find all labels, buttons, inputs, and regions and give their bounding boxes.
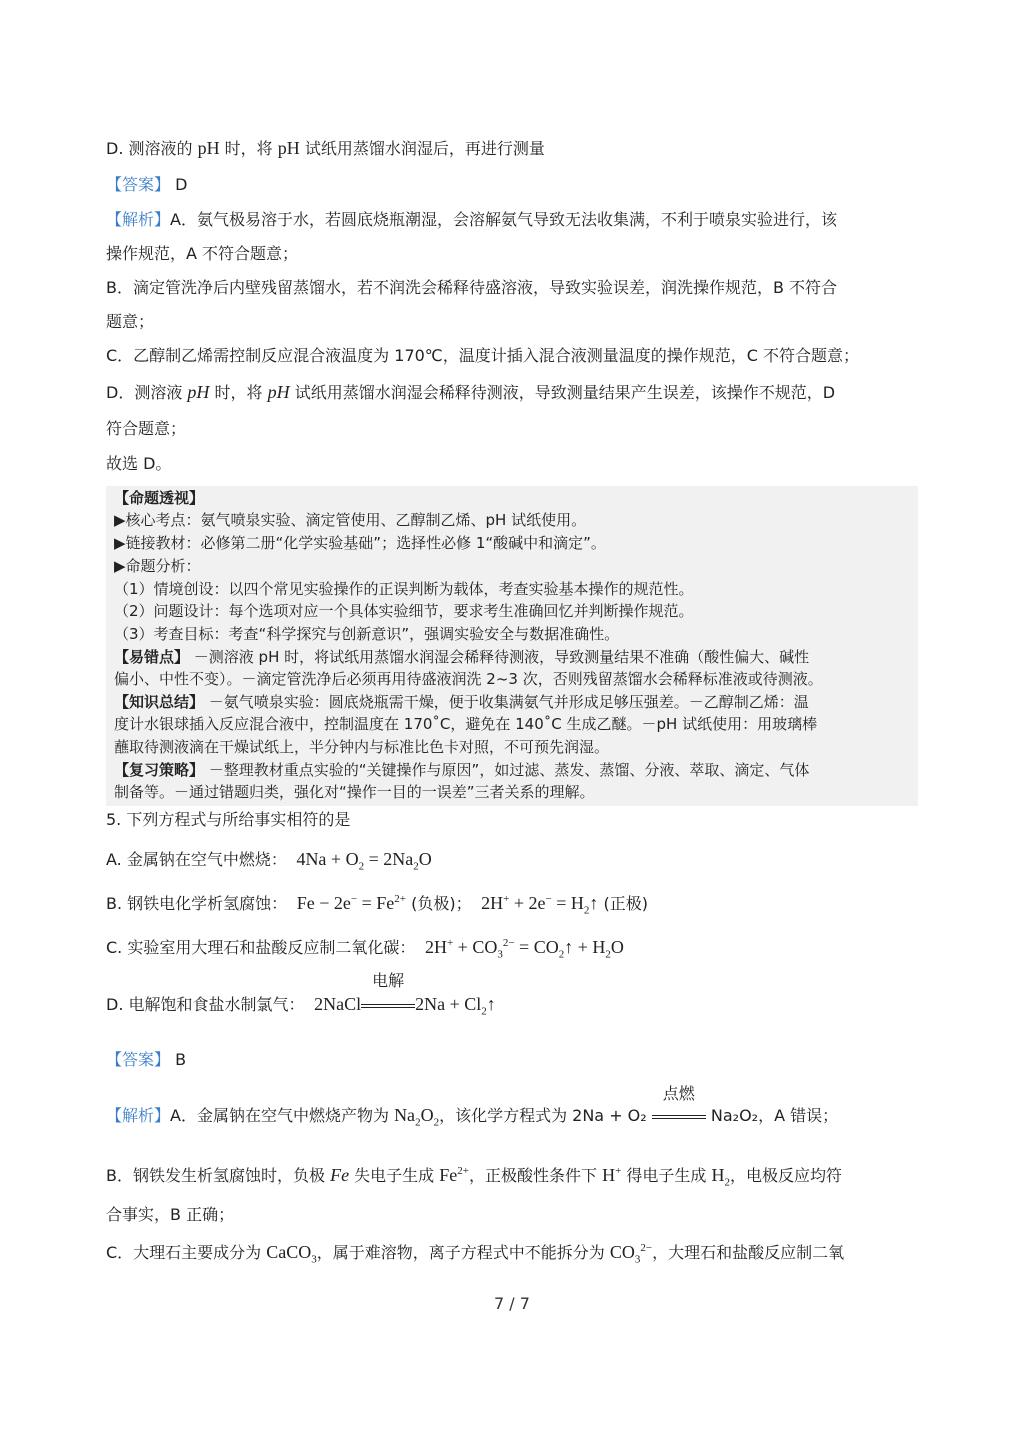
formula-h2: $H_2$ [711,1165,731,1189]
cathode-label: (正极) [603,894,648,913]
option-d-text: D. 测溶液的 [106,139,193,158]
analysis-c-text: C．大理石主要成分为 [106,1243,262,1262]
insight-line: （3）考查目标：考查“科学探究与创新意识”，强调实验安全与数据准确性。 [114,625,620,643]
ph-symbol: pH [267,382,290,402]
option-a [106,848,432,871]
analysis-tag: 【解析】 [106,210,171,229]
page-number: 7 / 7 [494,1294,530,1313]
knowledge-tag: 【知识总结】 [114,693,205,711]
analysis-b-line2: 题意； [106,312,155,331]
formula-caco3: CaCO$_3$ [266,1242,317,1266]
review-line2: 制备等。－通过错题归类，强化对“操作一目的一误差”三者关系的理解。 [114,783,595,801]
conclusion: 故选 D。 [106,454,172,473]
equation-d: 2NaCl 电解 $2Na + Cl_2↑$ [309,973,496,1018]
q5-analysis-c [106,1241,844,1264]
analysis-b-text: B．钢铁发生析氢腐蚀时，负极 [106,1166,325,1185]
equation-a: $4Na + O_2 = 2Na_2O$ [291,849,432,873]
error-points-line2: 偏小、中性不变）。－滴定管洗净后必须再用待盛液润洗 2~3 次，否则残留蒸馏水会稀释标准液或待测液。 [114,670,823,688]
answer-tag: 【答案】 [106,1050,171,1069]
analysis-tag: 【解析】 [106,1106,171,1125]
equation-c: $2H^+ + CO_3^{2-}$ = $CO_2↑ + H_2O$ [420,937,624,961]
q5-analysis-b1 [106,1164,842,1187]
combustion-equals [652,1084,706,1127]
answer-tag: 【答案】 [106,175,171,194]
review-text: －整理教材重点实验的“关键操作与原因”，如过滤、蒸发、蒸馏、分液、萃取、滴定、气体 [204,761,810,779]
analysis-a-line2: 操作规范，A 不符合题意； [106,244,299,263]
formula-fe2plus: $Fe^{2+}$ [439,1165,469,1185]
knowledge-line3: 蘸取待测液滴在干燥试纸上，半分钟内与标准比色卡对照，不可预先润湿。 [114,738,610,756]
q5-analysis-b2: 合事实，B 正确； [106,1205,235,1224]
error-points-text: －测溶液 pH 时，将试纸用蒸馏水润湿会稀释待测液，导致测量结果不准确（酸性偏大、碱性 [189,648,810,666]
analysis-b-text-d: ，电极反应均符 [730,1166,843,1185]
insight-line: （1）情境创设：以四个常见实验操作的正误判断为载体，考查实验基本操作的规范性。 [114,580,694,598]
knowledge-line2: 度计水银球插入反应混合液中，控制温度在 170˚C，避免在 140˚C 生成乙醚。－pH 试纸使用：用玻璃棒 [114,715,818,733]
option-d-text-mid: 时，将 [219,139,273,158]
insight-line: ▶核心考点：氨气喷泉实验、滴定管使用、乙醇制乙烯、pH 试纸使用。 [114,511,587,529]
option-c [106,936,624,959]
insight-line: （2）问题设计：每个选项对应一个具体实验细节，要求考生准确回忆并判断操作规范。 [114,602,694,620]
analysis-b-text-b: ，正极酸性条件下 [468,1166,597,1185]
option-b [106,892,648,915]
analysis-text-end: Na₂O₂，A 错误； [710,1106,839,1125]
formula-hplus: H+ [602,1165,622,1185]
ph-symbol: pH [187,382,210,402]
ph-symbol: pH [277,138,300,158]
insight-line: ▶命题分析： [114,557,201,575]
review-tag: 【复习策略】 [114,761,205,779]
option-d-q5 [106,973,496,1018]
analysis-d-text-end: 试纸用蒸馏水润湿会稀释待测液，导致测量结果产生误差，该操作不规范，D [294,383,836,402]
equation-b-anode: $Fe - 2e^- = Fe^{2+}$ [292,893,406,913]
analysis-d-line1 [106,381,835,404]
analysis-d-line2: 符合题意； [106,419,187,438]
option-b-label: B. 钢铁电化学析氢腐蚀： [106,894,288,913]
review-line1 [114,760,809,781]
analysis-text: A．金属钠在空气中燃烧产物为 [170,1106,389,1125]
analysis-text: A．氨气极易溶于水，若圆底烧瓶潮湿，会溶解氨气导致无法收集满，不利于喷泉实验进行，该 [170,210,837,229]
electrolysis-condition: 电解 [372,973,405,990]
analysis-c-text-end: ，大理石和盐酸反应制二氧 [652,1243,845,1262]
knowledge-line1 [114,692,809,713]
analysis-text-mid: ，该化学方程式为 2Na + O₂ [439,1106,647,1125]
equation-b-cathode: $2H^+ + 2e^- = H_2↑$ [476,893,599,917]
option-d-label: D. 电解饱和食盐水制氯气： [106,995,305,1014]
option-a-label: A. 金属钠在空气中燃烧： [106,850,287,869]
formula-co3: $CO_3^{2-}$ [609,1242,653,1266]
answer-value: D [175,175,188,194]
anode-label: (负极)； [411,894,472,913]
analysis-c-line: C．乙醇制乙烯需控制反应混合液温度为 170℃，温度计插入混合液测量温度的操作规范，C 不符合题意； [106,346,860,365]
analysis-d-text-mid: 时，将 [214,383,263,402]
knowledge-text: －氨气喷泉实验：圆底烧瓶需干燥，便于收集满氨气并形成足够压强差。－乙醇制乙烯：温 [204,693,809,711]
ignition-condition: 点燃 [662,1084,695,1103]
answer-value: B [175,1050,187,1069]
error-points-line1 [114,647,809,668]
option-d-text-end: 试纸用蒸馏水润湿后，再进行测量 [299,139,545,158]
formula-na2o2: $Na_2O_2$ [394,1105,440,1129]
analysis-b-line1: B．滴定管洗净后内壁残留蒸馏水，若不润洗会稀释待盛溶液，导致实验误差，润洗操作规范，B 不符合 [106,278,838,297]
q5-answer-line [106,1049,186,1071]
analysis-b-text-c: 得电子生成 [626,1166,707,1185]
analysis-b-text-a: 失电子生成 [354,1166,435,1185]
analysis-a-line1 [106,209,837,231]
option-d [106,137,545,160]
question-5-stem: 5. 下列方程式与所给事实相符的是 [106,810,351,829]
fe-symbol: Fe [330,1165,350,1185]
q5-analysis-a [106,1084,839,1129]
error-points-tag: 【易错点】 [114,648,190,666]
option-c-label: C. 实验室用大理石和盐酸反应制二氧化碳： [106,938,416,957]
insight-title: 【命题透视】 [114,489,205,507]
insight-line: ▶链接教材：必修第二册“化学实验基础”；选择性必修 1“酸碱中和滴定”。 [114,534,606,552]
ph-symbol: pH [197,138,220,158]
answer-line [106,174,187,196]
analysis-c-text-mid: ，属于难溶物，离子方程式中不能拆分为 [316,1243,605,1262]
analysis-d-text: D．测溶液 [106,383,183,402]
